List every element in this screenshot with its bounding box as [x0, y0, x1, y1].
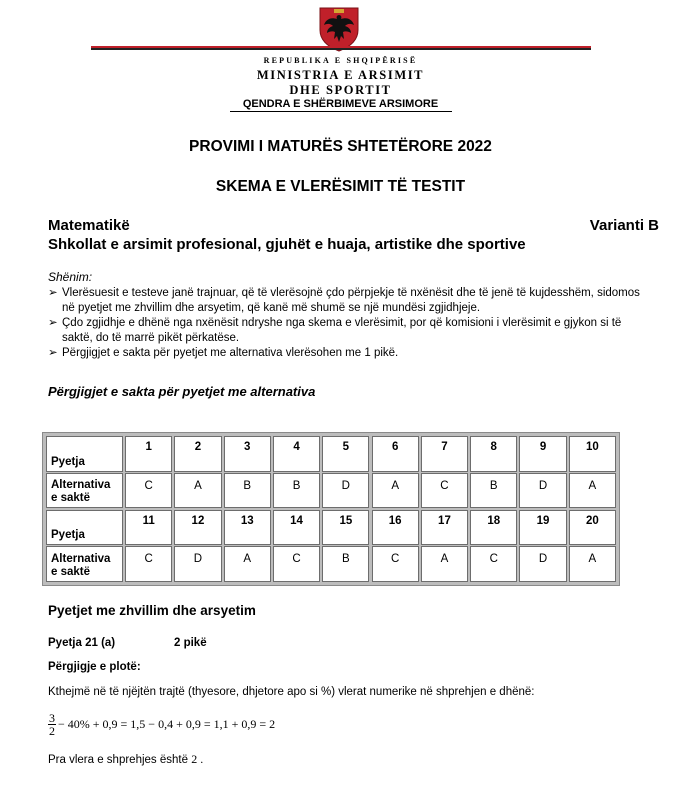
- correct-answer: C: [421, 473, 468, 508]
- question-number: 2: [174, 436, 221, 472]
- page-subtitle: SKEMA E VLERËSIMIT TË TESTIT: [215, 178, 466, 195]
- question-number: 4: [273, 436, 320, 472]
- subject: Matematikë: [48, 217, 130, 234]
- fraction-numerator: 3: [49, 710, 55, 725]
- question-number: 19: [519, 510, 566, 545]
- correct-answer: D: [519, 546, 566, 582]
- correct-answer: C: [273, 546, 320, 582]
- answer-table: [42, 432, 620, 586]
- open-questions-heading: Pyetjet me zhvillim dhe arsyetim: [48, 603, 256, 618]
- arrow-bullet-icon: ➢: [48, 287, 58, 299]
- question-number: 18: [470, 510, 517, 545]
- correct-answer: D: [174, 546, 221, 582]
- note-item: [48, 286, 648, 315]
- correct-answer: B: [470, 473, 517, 508]
- explanation-text: Kthejmë në të njëjtën trajtë (thyesore, dhjetore apo si %) vlerat numerike në shprehjen e dhënë:: [48, 686, 535, 698]
- question-number: 10: [569, 436, 616, 472]
- question-number: 9: [519, 436, 566, 472]
- header-ministry: MINISTRIA E ARSIMIT: [256, 68, 425, 82]
- question-number: 8: [470, 436, 517, 472]
- question-number: 20: [569, 510, 616, 545]
- correct-answer: B: [322, 546, 369, 582]
- correct-answer: D: [322, 473, 369, 508]
- header-underline: [230, 111, 452, 112]
- correct-answer: A: [224, 546, 271, 582]
- schools-line: Shkollat e arsimit profesional, gjuhët e huaja, artistike dhe sportive: [48, 236, 526, 253]
- row-label-line: e saktë: [51, 492, 91, 504]
- correct-answer: B: [273, 473, 320, 508]
- question-number: 15: [322, 510, 369, 545]
- fraction-denominator: 2: [49, 723, 55, 738]
- note-item: [48, 346, 648, 361]
- formula: [48, 708, 275, 740]
- correct-answer: B: [224, 473, 271, 508]
- note-list: [48, 286, 648, 362]
- correct-answer: D: [519, 473, 566, 508]
- row-label-question: Pyetja: [46, 436, 123, 472]
- correct-answer: A: [372, 473, 419, 508]
- question-number: 12: [174, 510, 221, 545]
- header-center: QENDRA E SHËRBIMEVE ARSIMORE: [242, 98, 439, 110]
- conclusion-text: Pra vlera e shprehjes është: [48, 754, 188, 766]
- header-republic: REPUBLIKA E SHQIPËRISË: [263, 56, 418, 65]
- correct-answer: C: [125, 473, 172, 508]
- question-number: 6: [372, 436, 419, 472]
- mc-heading: Përgjigjet e sakta për pyetjet me alternativa: [48, 384, 316, 399]
- note-text: Çdo zgjidhje e dhënë nga nxënësit ndryshe nga skema e vlerësimit, por që komisioni i vlerësimit e gjykon si të saktë, do të marrë pikët përkatëse.: [62, 317, 622, 344]
- question-number: 1: [125, 436, 172, 472]
- row-label-line: e saktë: [51, 566, 91, 578]
- question-number: 14: [273, 510, 320, 545]
- header-rule-black: [91, 48, 591, 50]
- conclusion: [48, 752, 203, 767]
- note-heading: Shënim:: [48, 270, 93, 284]
- row-label-answer: [46, 473, 123, 508]
- row-label-line: Alternativa: [51, 553, 111, 565]
- arrow-bullet-icon: ➢: [48, 317, 58, 329]
- variant-label: Varianti B: [589, 217, 659, 234]
- correct-answer: C: [372, 546, 419, 582]
- correct-answer: A: [421, 546, 468, 582]
- note-text: Vlerësuesit e testeve janë trajnuar, që të vlerësojnë çdo përpjekje të nxënësit dhe të jenë të kujdesshëm, sidomos në pyetjet me zhvillim dhe arsyetim, që kanë më shumë se një mundësi zgjidhjeje.: [62, 287, 640, 314]
- formula-rest: − 40% + 0,9 = 1,5 − 0,4 + 0,9 = 1,1 + 0,9 = 2: [58, 716, 276, 731]
- correct-answer: C: [470, 546, 517, 582]
- question-number: 16: [372, 510, 419, 545]
- row-label-question: Pyetja: [46, 510, 123, 545]
- question-number: 11: [125, 510, 172, 545]
- correct-answer: A: [569, 473, 616, 508]
- row-label-answer: [46, 546, 123, 582]
- note-text: Përgjigjet e sakta për pyetjet me alternativa vlerësohen me 1 pikë.: [62, 347, 399, 359]
- question-points: 2 pikë: [174, 637, 207, 649]
- correct-answer: A: [569, 546, 616, 582]
- question-number: 7: [421, 436, 468, 472]
- question-number: 5: [322, 436, 369, 472]
- page-title: PROVIMI I MATURËS SHTETËRORE 2022: [189, 138, 492, 155]
- question-label: Pyetja 21 (a): [48, 637, 116, 649]
- row-label-line: Alternativa: [51, 479, 111, 491]
- fraction: [48, 712, 56, 737]
- correct-answer: A: [174, 473, 221, 508]
- question-number: 13: [224, 510, 271, 545]
- note-item: [48, 316, 648, 345]
- arrow-bullet-icon: ➢: [48, 347, 58, 359]
- question-number: 3: [224, 436, 271, 472]
- conclusion-value: 2 .: [191, 752, 204, 766]
- question-21-header: [48, 637, 207, 649]
- question-number: 17: [421, 510, 468, 545]
- correct-answer: C: [125, 546, 172, 582]
- header-ministry-sport: DHE SPORTIT: [289, 83, 392, 97]
- full-answer-label: Përgjigje e plotë:: [48, 661, 141, 673]
